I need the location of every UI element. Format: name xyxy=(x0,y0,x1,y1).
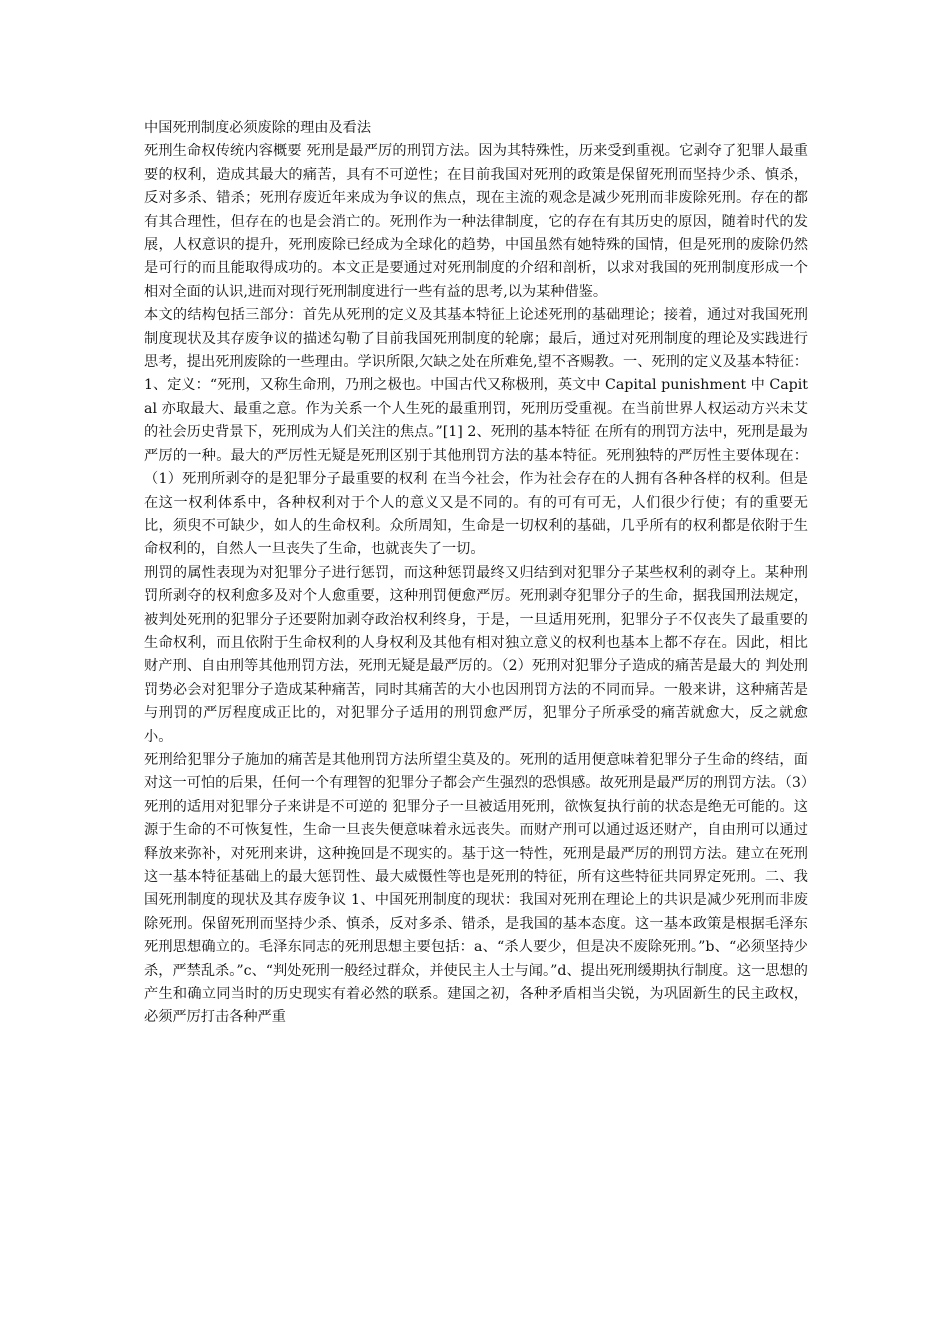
document-title: 中国死刑制度必须废除的理由及看法 xyxy=(144,120,372,136)
paragraph-1: 死刑生命权传统内容概要 死刑是最严厉的刑罚方法。因为其特殊性，历来受到重视。它剥夺了犯罪人最重要的权利，造成其最大的痛苦，具有不可逆性；在目前我国对死刑的政策是保留死刑而坚持少杀、慎杀，反对多杀、错杀；死刑存废近年来成为争议的焦点，现在主流的观念是减少死刑而非废除死刑。存在的都有其合理性，但存在的也是会消亡的。死刑作为一种法律制度，它的存在有其历史的原因，随着时代的发展，人权意识的提升，死刑废除已经成为全球化的趋势，中国虽然有她特殊的国情，但是死刑的废除仍然是可行的而且能取得成功的。本文正是要通过对死刑制度的介绍和剖析，以求对我国的死刑制度形成一个相对全面的认识,进而对现行死刑制度进行一些有益的思考,以为某种借鉴。 xyxy=(144,143,808,300)
paragraph-4: 死刑给犯罪分子施加的痛苦是其他刑罚方法所望尘莫及的。死刑的适用便意味着犯罪分子生命的终结，面对这一可怕的后果，任何一个有理智的犯罪分子都会产生强烈的恐惧感。故死刑是最严厉的刑罚方法。（3）死刑的适用对犯罪分子来讲是不可逆的 犯罪分子一旦被适用死刑，欲恢复执行前的状态是绝无可能的。这源于生命的不可恢复性，生命一旦丧失便意味着永远丧失。而财产刑可以通过返还财产，自由刑可以通过释放来弥补，对死刑来讲，这种挽回是不现实的。基于这一特性，死刑是最严厉的刑罚方法。建立在死刑这一基本特征基础上的最大惩罚性、最大威慑性等也是死刑的特征，所有这些特征共同界定死刑。二、我国死刑制度的现状及其存废争议 1、中国死刑制度的现状：我国对死刑在理论上的共识是减少死刑而非废除死刑。保留死刑而坚持少杀、慎杀，反对多杀、错杀，是我国的基本态度。这一基本政策是根据毛泽东死刑思想确立的。毛泽东同志的死刑思想主要包括：a、“杀人要少，但是决不废除死刑。”b、“必须坚持少杀，严禁乱杀。”c、“判处死刑一般经过群众，并使民主人士与闻。”d、提出死刑缓期执行制度。这一思想的产生和确立同当时的历史现实有着必然的联系。建国之初，各种矛盾相当尖锐，为巩固新生的民主政权，必须严厉打击各种严重 xyxy=(144,751,808,1026)
paragraph-2: 本文的结构包括三部分：首先从死刑的定义及其基本特征上论述死刑的基础理论；接着，通过对我国死刑制度现状及其存废争议的描述勾勒了目前我国死刑制度的轮廓；最后，通过对死刑制度的理论及实践进行思考，提出死刑废除的一些理由。学识所限,欠缺之处在所难免,望不吝赐教。一、死刑的定义及基本特征：1、定义：“死刑，又称生命刑，乃刑之极也。中国古代又称极刑，英文中 Capital punishment 中 Capital 亦取最大、最重之意。作为关系一个人生死的最重刑罚，死刑历受重视。在当前世界人权运动方兴未艾的社会历史背景下，死刑成为人们关注的焦点。”[1] 2、死刑的基本特征 在所有的刑罚方法中，死刑是最为严厉的一种。最大的严厉性无疑是死刑区别于其他刑罚方法的基本特征。死刑独特的严厉性主要体现在：（1）死刑所剥夺的是犯罪分子最重要的权利 在当今社会，作为社会存在的人拥有各种各样的权利。但是在这一权利体系中，各种权利对于个人的意义又是不同的。有的可有可无，人们很少行使；有的重要无比，须臾不可缺少，如人的生命权利。众所周知，生命是一切权利的基础，几乎所有的权利都是依附于生命权利的，自然人一旦丧失了生命，也就丧失了一切。 xyxy=(144,307,808,558)
document-page xyxy=(144,117,808,1030)
paragraph-3: 刑罚的属性表现为对犯罪分子进行惩罚，而这种惩罚最终又归结到对犯罪分子某些权利的剥夺上。某种刑罚所剥夺的权利愈多及对个人愈重要，这种刑罚便愈严厉。死刑剥夺犯罪分子的生命，据我国刑法规定，被判处死刑的犯罪分子还要附加剥夺政治权利终身，于是，一旦适用死刑，犯罪分子不仅丧失了最重要的生命权利，而且依附于生命权利的人身权利及其他有相对独立意义的权利也基本上都不存在。因此，相比财产刑、自由刑等其他刑罚方法，死刑无疑是最严厉的。（2）死刑对犯罪分子造成的痛苦是最大的 判处刑罚势必会对犯罪分子造成某种痛苦，同时其痛苦的大小也因刑罚方法的不同而异。一般来讲，这种痛苦是与刑罚的严厉程度成正比的，对犯罪分子适用的刑罚愈严厉，犯罪分子所承受的痛苦就愈大，反之就愈小。 xyxy=(144,564,808,745)
